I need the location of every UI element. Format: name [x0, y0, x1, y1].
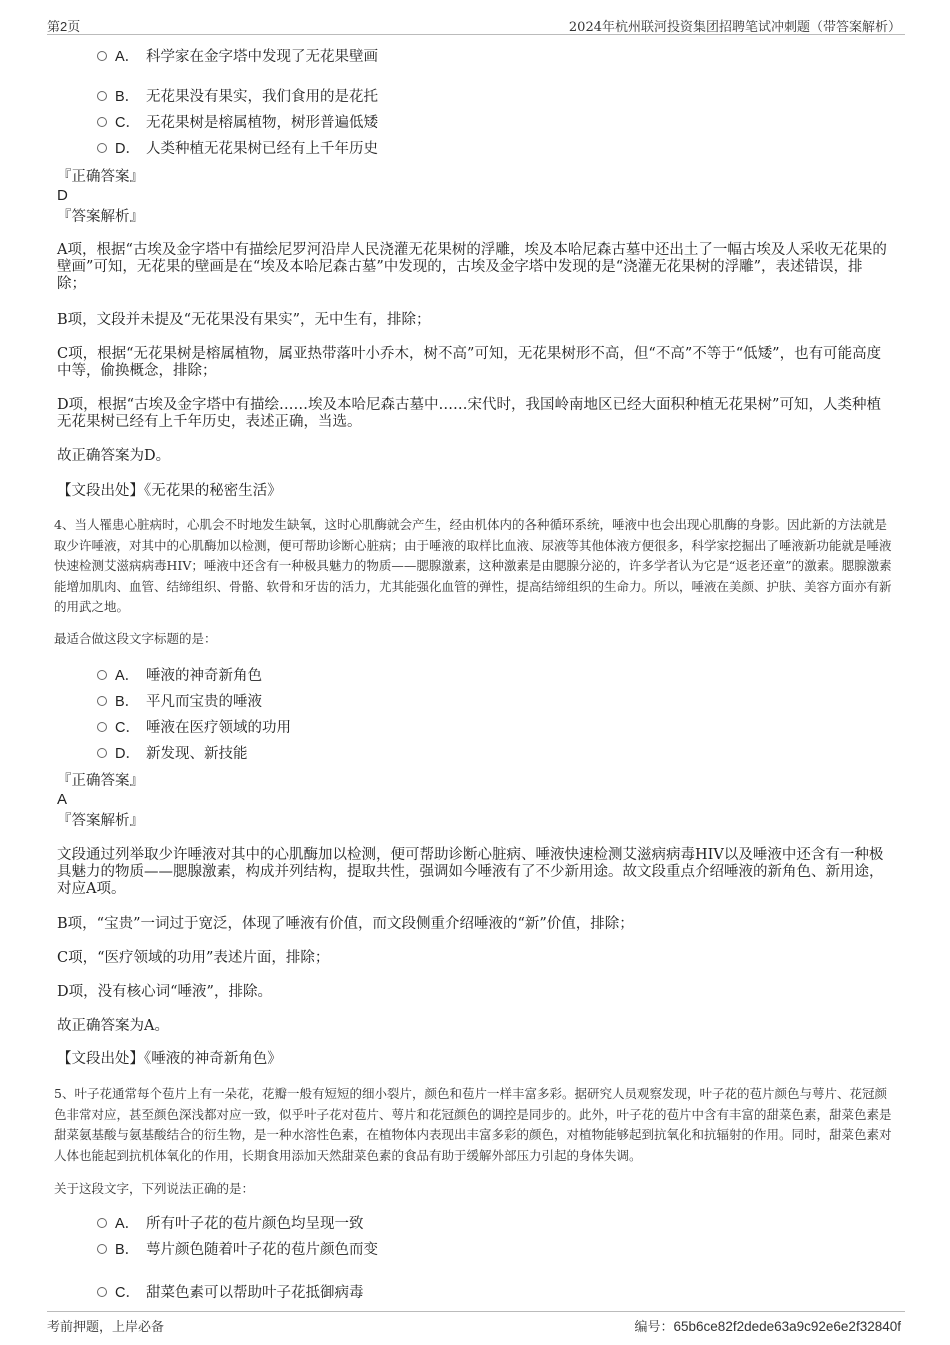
q3-option-d[interactable]: D． 人类种植无花果树已经有上千年历史 [97, 140, 378, 158]
q4-answer: A [57, 791, 68, 808]
q4-option-d[interactable]: D． 新发现、新技能 [97, 745, 248, 763]
q4-analysis-d: D项，没有核心词“唾液”，排除。 [57, 984, 272, 1000]
q4-option-c[interactable]: C． 唾液在医疗领域的功用 [97, 719, 291, 737]
code-value: 65b6ce82f2dede63a9c92e6e2f32840f [673, 1319, 901, 1334]
q4-analysis-main: 文段通过列举取少许唾液对其中的心肌酶加以检测，便可帮助诊断心脏病、唾液快速检测艾滋病病毒HIV以及唾液中还含有一种极具魅力的物质——腮腺激素，构成并列结构，提取共性，强调如今唾液有了不少新用途。故文段重点介绍唾液的新角色、新用途，对应A项。 [57, 847, 884, 897]
q4-question-text: 4、当人罹患心脏病时，心肌会不时地发生缺氧，这时心肌酶就会产生，经由机体内的各种循环系统，唾液中也会出现心肌酶的身影。因此新的方法就是取少许唾液，对其中的心肌酶加以检测，便可帮助诊断心脏病；由于唾液的取样比血液、尿液等其他体液方便很多，科学家挖掘出了唾液新功能就是唾液快速检测艾滋病病毒HIV；唾液中还含有一种极具魅力的物质——腮腺激素，这种激素是由腮腺分泌的，许多学者认为它是“返老还童”的激素。腮腺激素能增加肌肉、血管、结缔组织、骨骼、软骨和牙齿的活力，尤其能强化血管的弹性，提高结缔组织的生命力。所以，唾液在美颜、护肤、美容方面亦有新的用武之地。 [54, 517, 892, 614]
q4-answer-label: 『正确答案』 [57, 773, 144, 789]
q4-analysis-c: C项，“医疗领域的功用”表述片面，排除； [57, 950, 330, 966]
q4-analysis-b: B项，“宝贵”一词过于宽泛，体现了唾液有价值，而文段侧重介绍唾液的“新”价值，排除； [57, 916, 634, 932]
q3-source: 【文段出处】《无花果的秘密生活》 [57, 483, 282, 499]
code-label: 编号： [634, 1320, 674, 1335]
document-title: 2024年杭州联河投资集团招聘笔试冲刺题（带答案解析） [568, 20, 901, 35]
radio-icon[interactable] [97, 670, 107, 680]
q5-option-b[interactable]: B． 萼片颜色随着叶子花的苞片颜色而变 [97, 1241, 378, 1259]
q4-source: 【文段出处】《唾液的神奇新角色》 [57, 1051, 282, 1067]
q4-option-a[interactable]: A． 唾液的神奇新角色 [97, 667, 262, 685]
page-footer [47, 1311, 905, 1336]
radio-icon[interactable] [97, 143, 107, 153]
q3-answer: D [57, 187, 68, 204]
radio-icon[interactable] [97, 91, 107, 101]
q3-option-a[interactable]: A． 科学家在金字塔中发现了无花果壁画 [97, 48, 378, 66]
q4-option-b[interactable]: B． 平凡而宝贵的唾液 [97, 693, 262, 711]
radio-icon[interactable] [97, 1244, 107, 1254]
radio-icon[interactable] [97, 1287, 107, 1297]
radio-icon[interactable] [97, 722, 107, 732]
radio-icon[interactable] [97, 51, 107, 61]
q5-question-text: 5、叶子花通常每个苞片上有一朵花，花瓣一般有短短的细小裂片，颜色和苞片一样丰富多彩。据研究人员观察发现，叶子花的苞片颜色与萼片、花冠颜色非常对应，甚至颜色深浅都对应一致，似乎叶子花对苞片、萼片和花冠颜色的调控是同步的。此外，叶子花的苞片中含有丰富的甜菜色素，甜菜色素是甜菜氨基酸与氨基酸结合的衍生物，是一种水溶性色素，在植物体内表现出丰富多彩的颜色，对植物能够起到抗氧化和抗辐射的作用。同时，甜菜色素对人体也能起到抗机体氧化的作用，长期食用添加天然甜菜色素的食品有助于缓解外部压力引起的身体失调。 [54, 1086, 892, 1163]
q3-conclusion: 故正确答案为D。 [57, 448, 171, 464]
radio-icon[interactable] [97, 117, 107, 127]
q5-option-a[interactable]: A． 所有叶子花的苞片颜色均呈现一致 [97, 1215, 364, 1233]
radio-icon[interactable] [97, 696, 107, 706]
q4-analysis-label: 『答案解析』 [57, 813, 144, 829]
page-header [47, 14, 905, 35]
page-number: 第2页 [47, 19, 81, 34]
q3-answer-label: 『正确答案』 [57, 169, 144, 185]
q3-analysis-c: C项，根据“无花果树是榕属植物，属亚热带落叶小乔木，树不高”可知，无花果树形不高，但“不高”不等于“低矮”，也有可能高度中等，偷换概念，排除； [57, 346, 882, 379]
q3-option-c[interactable]: C． 无花果树是榕属植物，树形普遍低矮 [97, 114, 378, 132]
q5-option-c[interactable]: C． 甜菜色素可以帮助叶子花抵御病毒 [97, 1284, 364, 1302]
q3-analysis-b: B项，文段并未提及“无花果没有果实”，无中生有，排除； [57, 312, 431, 328]
q3-analysis-label: 『答案解析』 [57, 209, 144, 225]
q3-analysis-d: D项，根据“古埃及金字塔中有描绘……埃及本哈尼森古墓中……宋代时，我国岭南地区已经大面积种植无花果树”可知，人类种植无花果树已经有上千年历史，表述正确，当选。 [57, 397, 881, 430]
q4-conclusion: 故正确答案为A。 [57, 1018, 169, 1034]
q3-option-b[interactable]: B． 无花果没有果实，我们食用的是花托 [97, 88, 378, 106]
q4-prompt: 最适合做这段文字标题的是： [54, 631, 217, 646]
radio-icon[interactable] [97, 1218, 107, 1228]
document-code [635, 1316, 902, 1335]
q3-analysis-a: A项，根据“古埃及金字塔中有描绘尼罗河沿岸人民浇灌无花果树的浮雕，埃及本哈尼森古墓中还出土了一幅古埃及人采收无花果的壁画”可知，无花果的壁画是在“埃及本哈尼森古墓”中发现的，古埃及金字塔中发现的是“浇灌无花果树的浮雕”，表述错误，排除； [57, 242, 887, 292]
footer-slogan: 考前押题，上岸必备 [47, 1320, 165, 1335]
q5-prompt: 关于这段文字，下列说法正确的是： [54, 1181, 255, 1196]
radio-icon[interactable] [97, 748, 107, 758]
